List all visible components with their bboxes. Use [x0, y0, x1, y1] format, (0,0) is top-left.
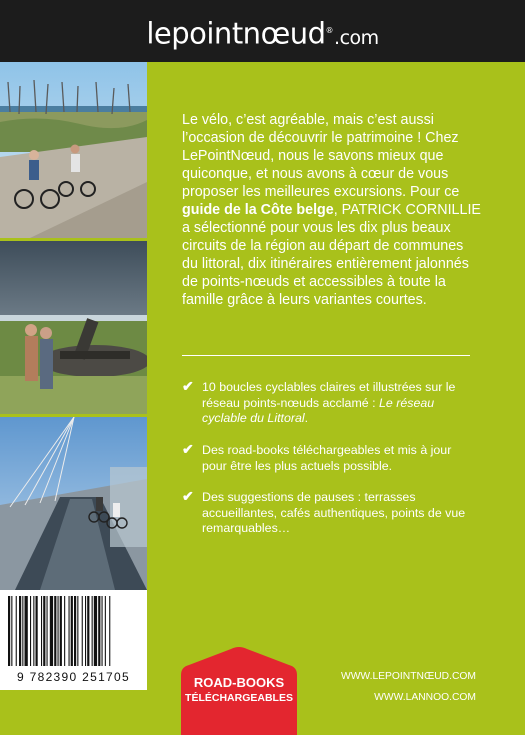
barcode-bar [22, 596, 23, 666]
website-links [320, 666, 476, 708]
feature-item [182, 443, 472, 474]
publisher-logo [0, 14, 525, 55]
barcode-bar [25, 596, 28, 666]
barcode-bar [60, 596, 62, 666]
website-url-lepointnoeud[interactable]: WWW.LEPOINTNŒUD.COM [341, 671, 476, 682]
barcode-bar [77, 596, 78, 666]
badge-title: ROAD-BOOKS [193, 675, 285, 690]
barcode-bar [71, 596, 73, 666]
road-books-badge [181, 645, 297, 735]
feature-text: Des road-books téléchargeables et mis à jour pour être les plus actuels possible. [202, 443, 452, 473]
barcode-bar [74, 596, 76, 666]
barcode-bar [33, 596, 34, 666]
intro-text-before: Le vélo, c’est agréable, mais c’est aussi l’occasion de découvrir le patrimoine ! Chez LePointNœud, nous le savons mieux que quiconque, et nous avons à cœur de vous proposer les meilleures excursions. Pour ce [182, 112, 460, 200]
isbn-barcode [0, 590, 147, 690]
website-url-lannoo[interactable]: WWW.LANNOO.COM [374, 692, 476, 703]
photo-cyclists-beach [0, 62, 147, 238]
barcode-bar [87, 596, 89, 666]
checkmark-icon: ✔ [182, 488, 194, 504]
feature-text: Des suggestions de pauses : terrasses accueillantes, cafés authentiques, points de vue remarquables… [202, 490, 466, 535]
barcode-bar [64, 596, 65, 666]
barcode-bar [85, 596, 86, 666]
barcode-bar [82, 596, 83, 666]
barcode-bar [47, 596, 48, 666]
barcode-bar [50, 596, 53, 666]
barcode-bar [102, 596, 103, 666]
barcode-bar [43, 596, 45, 666]
isbn-number: 9 782390 251705 [17, 670, 130, 684]
barcode-bar [36, 596, 38, 666]
barcode-bar [98, 596, 100, 666]
barcode-bar [19, 596, 21, 666]
intro-text-after: , PATRICK CORNILLIE a sélectionné pour vous les dix plus beaux circuits de la région au départ de communes du littoral, dix itinéraires entièrement jalonnés de points-nœuds et accessibles à toute la famille grâce à leurs variantes courtes. [182, 202, 481, 308]
section-divider [182, 355, 470, 356]
feature-item [182, 490, 472, 537]
feature-text [182, 380, 472, 427]
logo-suffix: .com [334, 26, 379, 49]
logo-text: lepointnœud [146, 16, 326, 51]
barcode-bar [105, 596, 106, 666]
feature-text-tail: . [304, 411, 309, 425]
intro-paragraph [182, 111, 482, 309]
barcode-bar [69, 596, 70, 666]
registered-mark: ® [325, 26, 334, 35]
feature-network-name: Le réseau cyclable du Littoral [202, 395, 435, 425]
feature-item [182, 380, 472, 427]
barcode-bar [8, 596, 10, 666]
badge-subtitle: TÉLÉCHARGEABLES [185, 692, 293, 704]
barcode-bar [92, 596, 93, 666]
barcode-bar [54, 596, 56, 666]
checkmark-icon: ✔ [182, 441, 194, 457]
barcode-bar [11, 596, 12, 666]
barcode-bar [30, 596, 31, 666]
checkmark-icon: ✔ [182, 378, 194, 394]
badge-shape [181, 645, 297, 735]
barcode-bar [109, 596, 110, 666]
photo-cyclists-bridge [0, 417, 147, 590]
feature-text-main: 10 boucles cyclables claires et illustrées sur le réseau points-nœuds acclamé : [202, 380, 456, 410]
barcode-bar [58, 596, 59, 666]
photo-visitors-monument [0, 241, 147, 414]
barcode-bar [41, 596, 42, 666]
barcode-bar [94, 596, 97, 666]
top-banner [0, 0, 525, 62]
barcode-bar [16, 596, 17, 666]
intro-guide-title: guide de la Côte belge [182, 202, 334, 218]
